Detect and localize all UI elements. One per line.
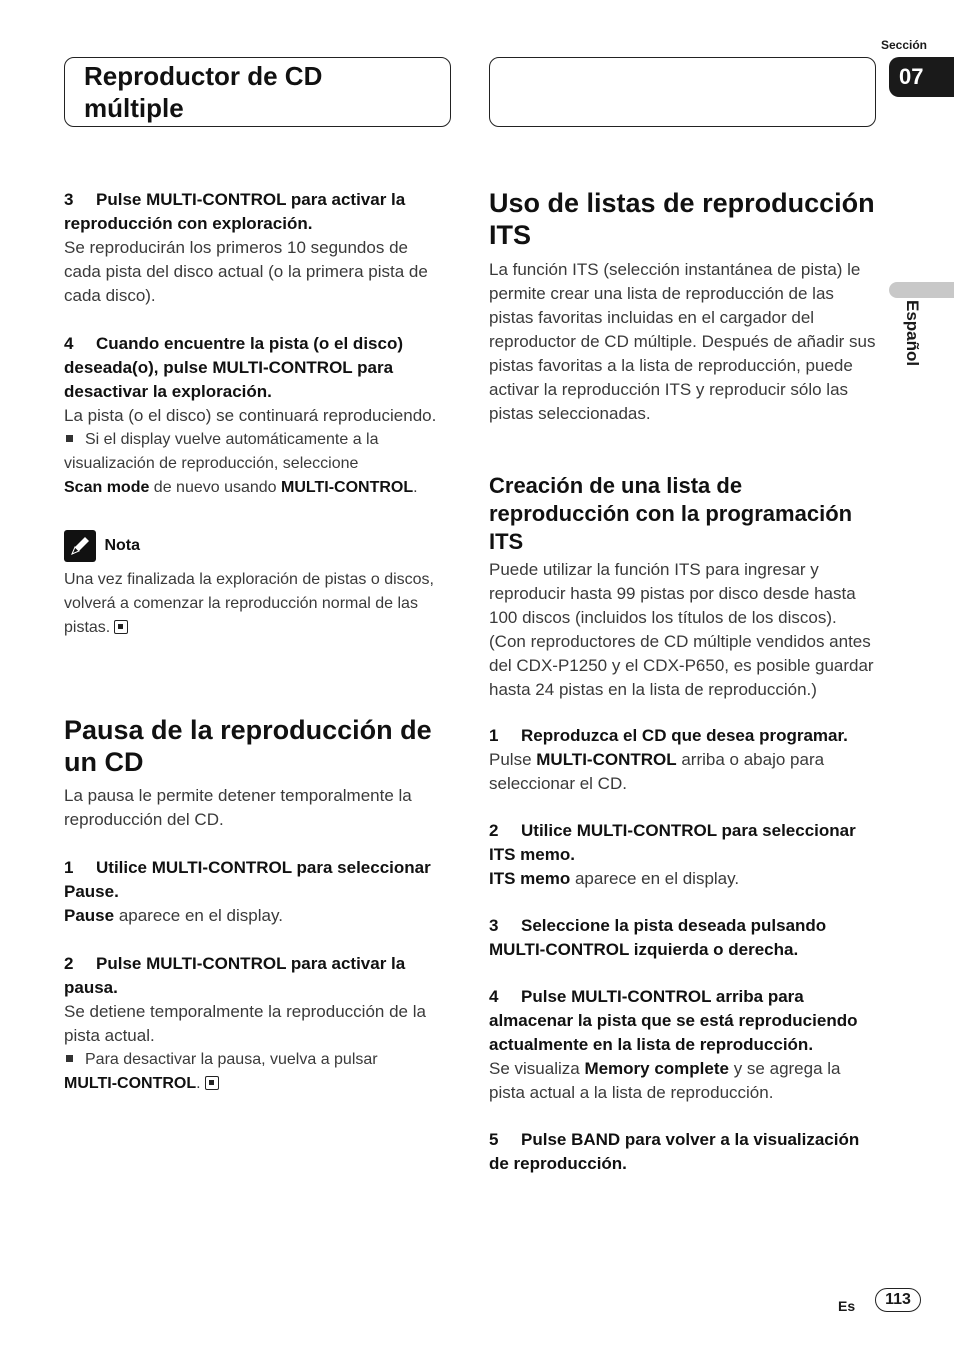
end-mark-icon: [114, 620, 128, 634]
pause-step-1-body: Pause aparece en el display.: [64, 906, 283, 925]
section-number-badge: 07: [889, 57, 954, 97]
language-tab: [889, 282, 954, 298]
bullet-scan-mode-cont: Scan mode de nuevo usando MULTI-CONTROL.: [64, 479, 418, 496]
note-label: Nota: [104, 537, 141, 555]
pencil-note-icon: [64, 530, 96, 562]
its-step-2: 2 Utilice MULTI-CONTROL para seleccionar ITS memo.: [489, 821, 856, 864]
step-4: 4 Cuando encuentre la pista (o el disco) deseada(o), pulse MULTI-CONTROL para desactivar la exploración.: [64, 334, 403, 401]
section-label: Sección: [880, 38, 927, 52]
its-intro: La función ITS (selección instantánea de pista) le permite crear una lista de reproducción de las pistas favoritas incluidas en el cargador del reproductor de CD múltiple. Después de añadir sus pistas favoritas a la lista de reproducción, puede activar la reproducción ITS y reproducir sólo las pistas seleccionadas.: [489, 260, 876, 423]
bullet-pause: Para desactivar la pausa, vuelva a pulsar: [64, 1048, 448, 1072]
pause-step-1: 1 Utilice MULTI-CONTROL para seleccionar Pause.: [64, 858, 431, 901]
its-step-4: 4 Pulse MULTI-CONTROL arriba para almacenar la pista que se está reproduciendo actualmente en la lista de reproducción.: [489, 987, 858, 1054]
footer-lang-code: Es: [838, 1298, 856, 1314]
right-column: [489, 187, 877, 1176]
its-step-1-body: Pulse MULTI-CONTROL arriba o abajo para seleccionar el CD.: [489, 750, 825, 793]
pause-step-2: 2 Pulse MULTI-CONTROL para activar la pausa.: [64, 954, 406, 997]
bullet-square-icon: [66, 435, 73, 442]
header-right-box: [489, 57, 876, 127]
chapter-title: Reproductor de CD múltiple: [84, 61, 323, 123]
create-heading: Creación de una lista de reproducción con la programación ITS: [489, 473, 853, 554]
left-column: [64, 188, 448, 1096]
note-block: [64, 530, 448, 562]
its-step-4-body: Se visualiza Memory complete y se agrega la pista actual a la lista de reproducción.: [489, 1059, 841, 1102]
its-step-3: 3 Seleccione la pista deseada pulsando MULTI-CONTROL izquierda o derecha.: [489, 916, 827, 959]
create-intro: Puede utilizar la función ITS para ingresar y reproducir hasta 99 pistas por disco desde hasta 100 discos (incluidos los títulos de los discos). (Con reproductores de CD múltiple vendidos antes del CDX-P1250 y el CDX-P650, es posible guardar hasta 24 pistas en la lista de reproducción.): [489, 560, 874, 699]
note-text: Una vez finalizada la exploración de pistas o discos, volverá a comenzar la reproducción normal de las pistas.: [64, 571, 434, 636]
its-step-1: 1 Reproduzca el CD que desea programar.: [489, 726, 848, 745]
step-4-body: La pista (o el disco) se continuará reproduciendo.: [64, 406, 437, 425]
language-label: Español: [903, 300, 922, 367]
page-number: 113: [875, 1288, 921, 1312]
bullet-scan-mode: Si el display vuelve automáticamente a la visualización de reproducción, seleccione: [64, 431, 379, 472]
pause-intro: La pausa le permite detener temporalmente la reproducción del CD.: [64, 786, 412, 829]
pause-heading: Pausa de la reproducción de un CD: [64, 715, 432, 777]
pause-step-2-body: Se detiene temporalmente la reproducción de la pista actual.: [64, 1002, 426, 1045]
step-3-body: Se reproducirán los primeros 10 segundos de cada pista del disco actual (o la primera pista de cada disco).: [64, 238, 428, 305]
step-3: 3 Pulse MULTI-CONTROL para activar la reproducción con exploración.: [64, 190, 406, 233]
bullet-square-icon: [66, 1055, 73, 1062]
its-step-2-body: ITS memo aparece en el display.: [489, 869, 740, 888]
its-step-5: 5 Pulse BAND para volver a la visualización de reproducción.: [489, 1130, 860, 1173]
its-heading: Uso de listas de reproducción ITS: [489, 188, 875, 250]
end-mark-icon: [205, 1076, 219, 1090]
bullet-pause-cont: MULTI-CONTROL.: [64, 1072, 448, 1096]
